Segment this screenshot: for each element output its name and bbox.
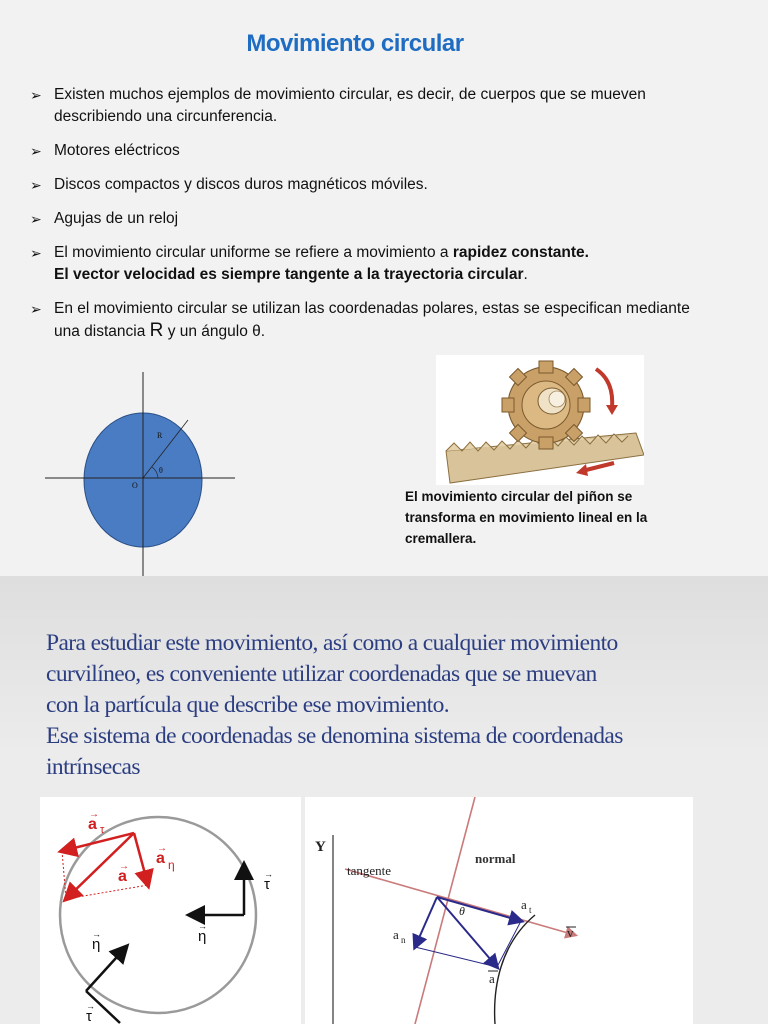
svg-text:η: η [92, 936, 101, 953]
eta-label [198, 921, 207, 945]
bullet-item: ➢ El movimiento circular uniforme se refiere a movimiento a rapidez constante. El vector velocidad es siempre tangente a la trayectoria circular. [30, 244, 589, 283]
bullet-list [28, 84, 698, 355]
origin-label: O [132, 481, 138, 490]
y-axis-label: Y [315, 839, 326, 855]
bullet-item: ➢ Motores eléctricos [28, 140, 698, 162]
tau-label [264, 869, 273, 893]
arrow-bullet-icon: ➢ [30, 87, 42, 103]
svg-text:τ: τ [86, 1008, 92, 1024]
svg-text:τ: τ [100, 824, 105, 836]
tau-label-bottom [86, 1001, 95, 1024]
svg-text:η: η [168, 858, 175, 872]
polar-circle-diagram [40, 372, 240, 576]
svg-text:v: v [567, 925, 574, 940]
bullet-item: ➢ Existen muchos ejemplos de movimiento circular, es decir, de cuerpos que se mueven describiendo una circunferencia. [30, 86, 646, 125]
normal-line [415, 797, 475, 1024]
svg-text:n: n [401, 935, 406, 945]
intrinsic-coordinates-paragraph: Para estudiar este movimiento, así como a cualquier movimiento curvilíneo, es conveniente utilizar coordenadas que se muevan con la partícula que describe ese movimiento. Ese sistema de coordenadas se denomina sistema de coordenadas intrínsecas [46, 630, 623, 780]
tangente-label: tangente [347, 863, 392, 878]
normal-label: normal [475, 851, 516, 866]
bullet-item: ➢ Agujas de un reloj [28, 208, 698, 230]
svg-text:t: t [529, 905, 532, 915]
svg-text:a: a [393, 927, 399, 942]
bullet-item: ➢ Discos compactos y discos duros magnéticos móviles. [28, 174, 698, 196]
a-t-label [521, 897, 532, 915]
tangential-component-vector [437, 897, 521, 921]
arrow-bullet-icon: ➢ [30, 245, 42, 261]
arrow-bullet-icon: ➢ [30, 211, 42, 227]
svg-text:→: → [198, 921, 207, 931]
svg-text:a: a [156, 850, 165, 867]
svg-text:→: → [119, 861, 129, 872]
theta-label: θ [459, 904, 465, 918]
svg-text:a: a [521, 897, 527, 912]
arrow-bullet-icon: ➢ [30, 177, 42, 193]
arrow-bullet-icon: ➢ [30, 301, 42, 317]
svg-text:τ: τ [264, 876, 270, 893]
tangent-normal-diagram [305, 797, 693, 1024]
component-guide [497, 921, 521, 967]
svg-text:a: a [88, 816, 97, 833]
bullet-item: ➢ En el movimiento circular se utilizan las coordenadas polares, estas se especifican mediante una distancia R y un ángulo θ. [30, 300, 690, 341]
arrow-bullet-icon: ➢ [30, 143, 42, 159]
normal-component-vector [415, 897, 437, 947]
svg-text:→: → [92, 929, 101, 939]
a-label [118, 861, 129, 885]
svg-text:→: → [86, 1001, 95, 1011]
svg-text:a: a [489, 971, 495, 986]
svg-text:→: → [157, 843, 167, 854]
acceleration-vector [437, 897, 497, 967]
svg-text:→: → [264, 869, 273, 879]
radius-label: R [157, 431, 163, 440]
a-eta-label [156, 843, 175, 872]
pinion-rack-image [436, 355, 644, 485]
v-label [566, 925, 576, 940]
acceleration-components-diagram [40, 797, 301, 1024]
a-tau-label [88, 809, 105, 836]
eta-unit-vector-bottom [86, 947, 126, 991]
trajectory-curve [495, 915, 535, 1024]
gear-caption: El movimiento circular del piñon se transforma en movimiento lineal en la cremallera. [405, 489, 648, 546]
svg-text:→: → [89, 809, 99, 820]
svg-text:η: η [198, 928, 207, 945]
pinion-gear [502, 361, 590, 449]
svg-text:a: a [118, 868, 127, 885]
eta-label-bottom [92, 929, 101, 953]
slide-title: Movimiento circular [246, 30, 464, 57]
component-guide [415, 947, 497, 967]
a-n-label [393, 927, 406, 945]
theta-label: θ [159, 466, 163, 475]
normal-acceleration-vector [134, 833, 148, 885]
